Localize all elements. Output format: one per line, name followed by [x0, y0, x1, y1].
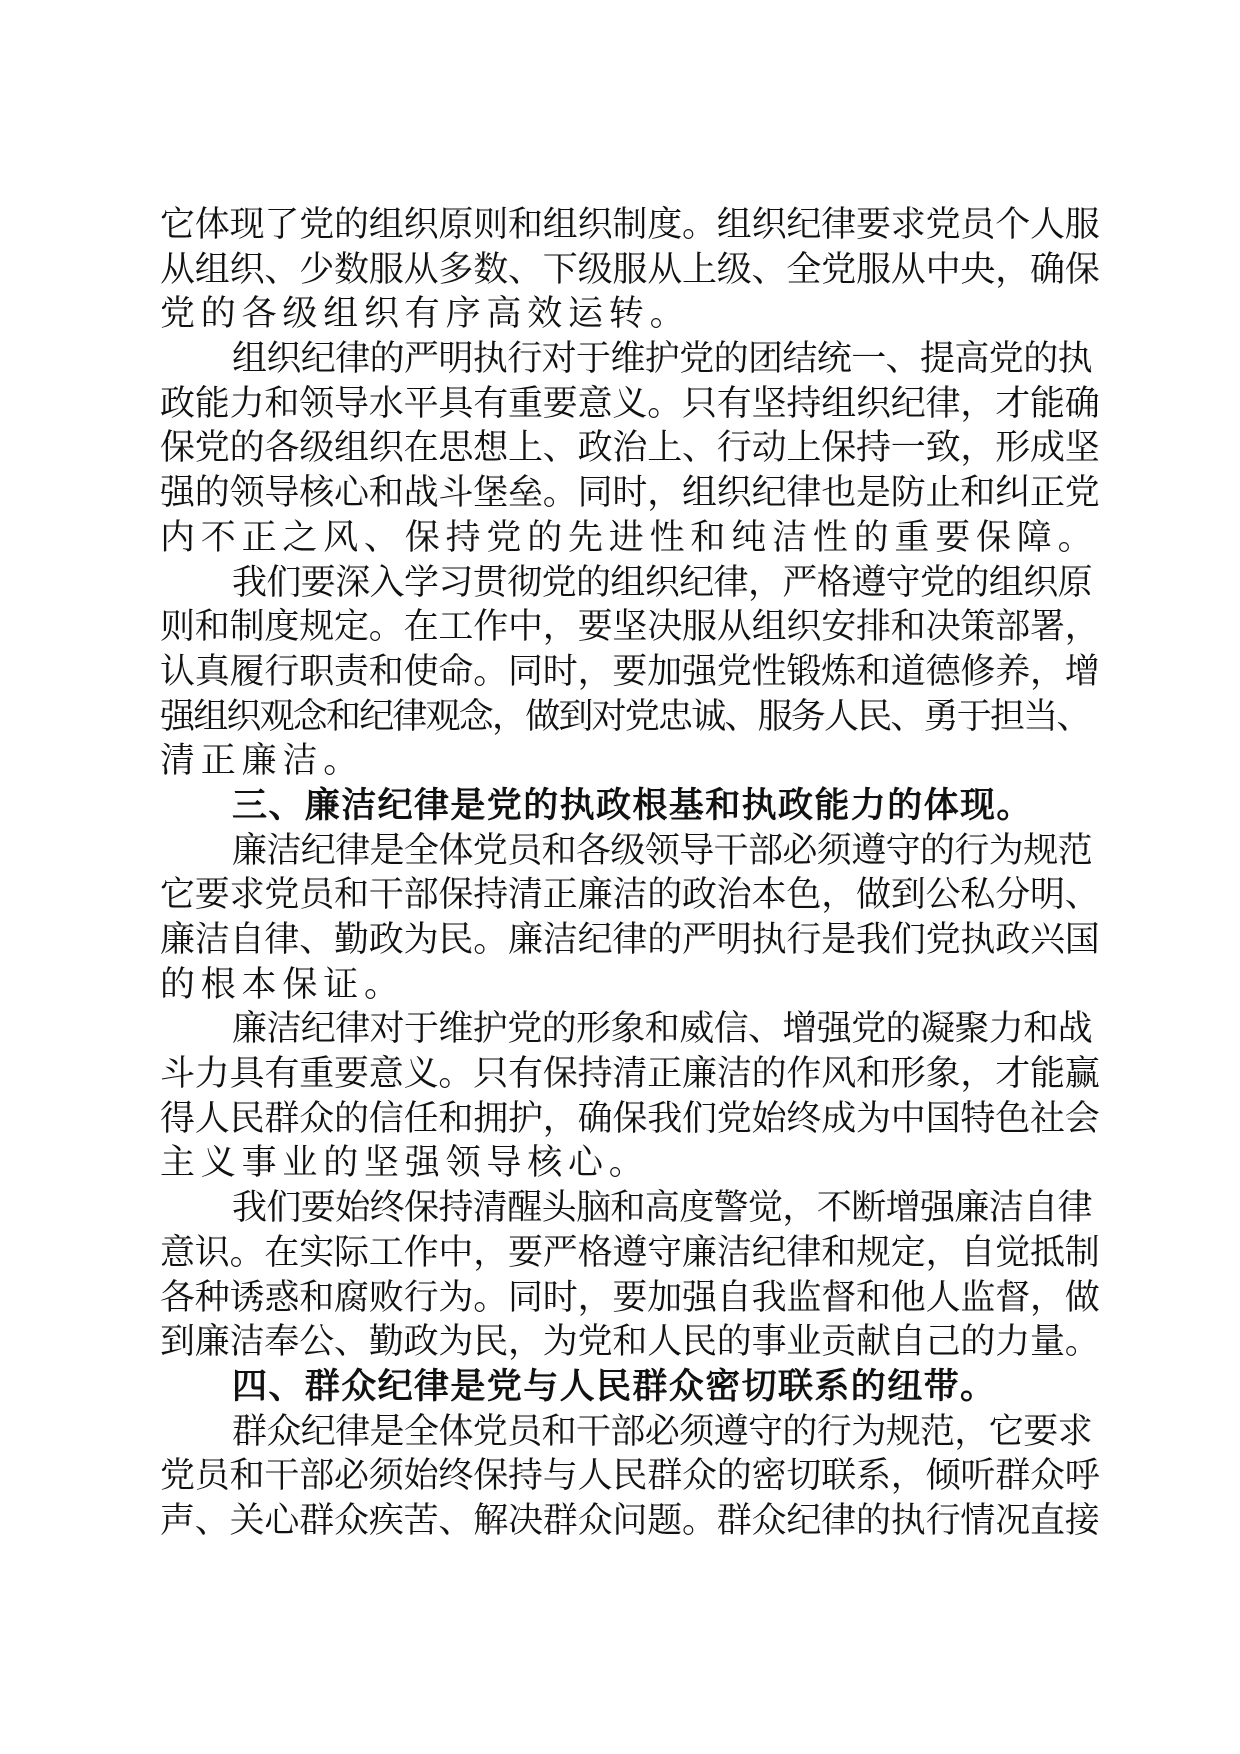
- document-page: [160, 203, 1100, 1544]
- text-line: 保党的各级组织在思想上、政治上、行动上保持一致，形成坚: [160, 428, 1100, 469]
- text-line: 廉洁纪律对于维护党的形象和威信、增强党的凝聚力和战: [232, 1009, 1093, 1050]
- text-line: 主义事业的坚强领导核心。: [160, 1143, 650, 1184]
- section-heading: 三、廉洁纪律是党的执政根基和执政能力的体现。: [232, 785, 1033, 826]
- text-line: 得人民群众的信任和拥护，确保我们党始终成为中国特色社会: [160, 1098, 1100, 1139]
- text-line: 声、关心群众疾苦、解决群众问题。群众纪律的执行情况直接: [160, 1500, 1100, 1541]
- text-line: 到廉洁奉公、勤政为民，为党和人民的事业贡献自己的力量。: [160, 1322, 1100, 1363]
- text-line: 强组织观念和纪律观念，做到对党忠诚、服务人民、勇于担当、: [160, 696, 1090, 737]
- text-line: 内不正之风、保持党的先进性和纯洁性的重要保障。: [160, 517, 1099, 558]
- text-line: 它体现了党的组织原则和组织制度。组织纪律要求党员个人服: [160, 205, 1100, 245]
- text-line: 强的领导核心和战斗堡垒。同时，组织纪律也是防止和纠正党: [160, 473, 1100, 514]
- text-line: 则和制度规定。在工作中，要坚决服从组织安排和决策部署，: [160, 607, 1100, 648]
- text-line: 斗力具有重要意义。只有保持清正廉洁的作风和形象，才能赢: [160, 1054, 1100, 1095]
- text-line: 我们要深入学习贯彻党的组织纪律，严格遵守党的组织原: [232, 562, 1093, 603]
- text-line: 组织纪律的严明执行对于维护党的团结统一、提高党的执: [232, 339, 1093, 380]
- text-line: 政能力和领导水平具有重要意义。只有坚持组织纪律，才能确: [160, 383, 1100, 424]
- document-body: [160, 203, 1100, 1544]
- section-heading: 四、群众纪律是党与人民群众密切联系的纽带。: [232, 1366, 997, 1407]
- text-line: 意识。在实际工作中，要严格遵守廉洁纪律和规定，自觉抵制: [160, 1232, 1100, 1273]
- text-line: 群众纪律是全体党员和干部必须遵守的行为规范，它要求: [232, 1411, 1093, 1452]
- text-line: 各种诱惑和腐败行为。同时，要加强自我监督和他人监督，做: [160, 1277, 1100, 1318]
- text-line: 它要求党员和干部保持清正廉洁的政治本色，做到公私分明、: [160, 875, 1100, 916]
- text-line: 党员和干部必须始终保持与人民群众的密切联系，倾听群众呼: [160, 1456, 1100, 1497]
- text-line: 的根本保证。: [160, 964, 405, 1005]
- text-line: 认真履行职责和使命。同时，要加强党性锻炼和道德修养，增: [160, 651, 1100, 692]
- text-line: 廉洁自律、勤政为民。廉洁纪律的严明执行是我们党执政兴国: [160, 920, 1100, 960]
- text-line: 我们要始终保持清醒头脑和高度警觉，不断增强廉洁自律: [232, 1188, 1093, 1229]
- text-line: 党的各级组织有序高效运转。: [160, 294, 691, 335]
- text-line: 清正廉洁。: [160, 741, 365, 782]
- text-line: 廉洁纪律是全体党员和各级领导干部必须遵守的行为规范: [232, 830, 1093, 871]
- text-line: 从组织、少数服从多数、下级服从上级、全党服从中央，确保: [160, 249, 1100, 290]
